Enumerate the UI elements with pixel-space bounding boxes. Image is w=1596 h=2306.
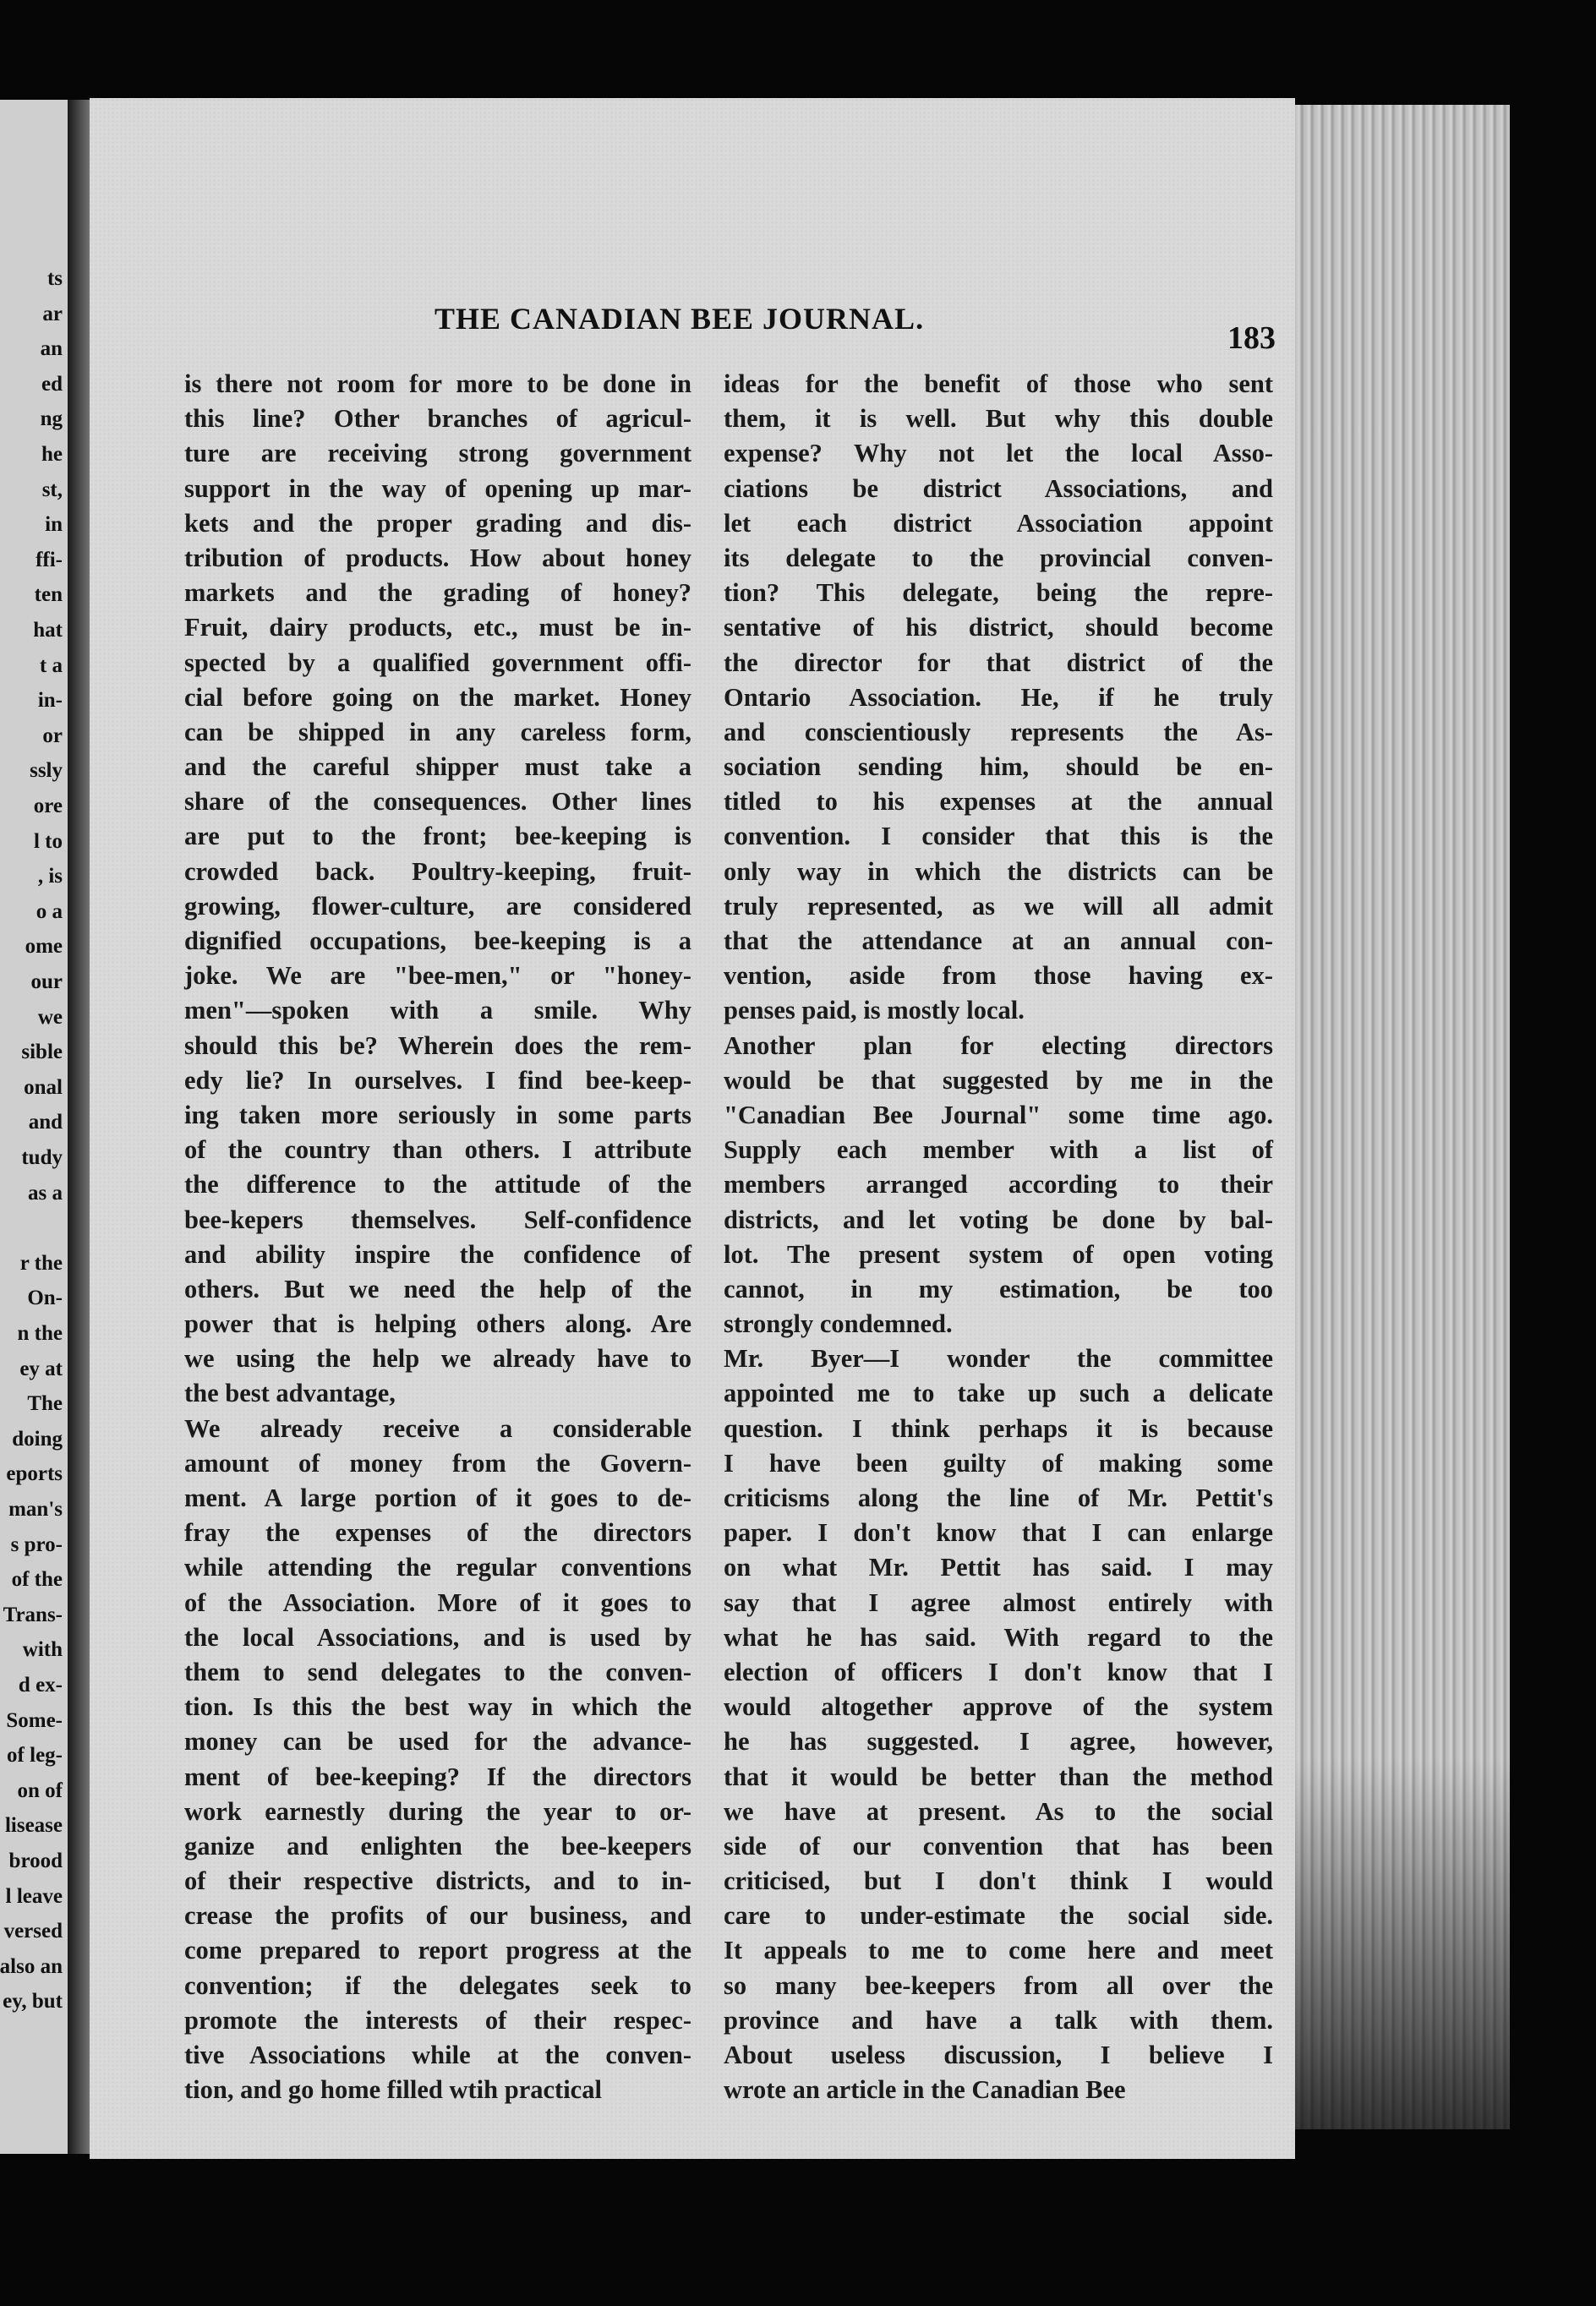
facing-page-text: l to (33, 829, 63, 853)
text-line: sociation sending him, should be en- (724, 752, 1273, 782)
text-line: convention. I consider that this is the (724, 822, 1273, 851)
facing-page-text: versed (3, 1920, 63, 1943)
text-line: markets and the grading of honey? (184, 578, 691, 608)
text-line: of the country than others. I attribute (184, 1135, 691, 1165)
text-line: are put to the front; bee-keeping is (184, 822, 691, 851)
text-line: ing taken more seriously in some parts (184, 1100, 691, 1129)
text-line: ment of bee-keeping? If the directors (184, 1762, 691, 1791)
facing-page-text: on of (17, 1779, 63, 1802)
text-line: spected by a qualified government offi- (184, 648, 691, 677)
facing-page-text: man's (8, 1498, 63, 1521)
text-line: tion? This delegate, being the repre- (724, 578, 1273, 608)
text-line: men"—spoken with a smile. Why (184, 996, 691, 1025)
facing-page-text: onal (24, 1075, 63, 1099)
text-line: tion. Is this the best way in which the (184, 1692, 691, 1722)
text-line: others. But we need the help of the (184, 1274, 691, 1303)
facing-page-text: l leave (5, 1884, 63, 1908)
text-line: should this be? Wherein does the rem- (184, 1030, 691, 1060)
text-line: I have been guilty of making some (724, 1448, 1273, 1478)
text-line: criticisms along the line of Mr. Pettit's (724, 1484, 1273, 1512)
text-line: truly represented, as we will all admit (724, 891, 1273, 921)
facing-page-text: of leg- (7, 1744, 63, 1768)
text-line: edy lie? In ourselves. I find bee-keep- (184, 1065, 691, 1095)
text-line: them, it is well. But why this double (724, 404, 1273, 434)
text-line: cial before going on the market. Honey (184, 682, 691, 712)
text-line: convention; if the delegates seek to (184, 1970, 691, 2000)
facing-page-text: ey, but (3, 1990, 63, 2014)
facing-page-text: we (37, 1005, 63, 1029)
text-line: share of the consequences. Other lines (184, 787, 691, 817)
text-line: ideas for the benefit of those who sent (724, 369, 1273, 398)
text-line: while attending the regular conventions (184, 1553, 691, 1582)
facing-page-text: ey at (19, 1357, 63, 1380)
facing-page-text: t a (39, 653, 63, 677)
text-column-left (184, 367, 691, 2107)
facing-page-text: or (42, 724, 63, 747)
text-line: tion, and go home filled wtih practical (184, 2075, 602, 2105)
text-line: penses paid, is mostly local. (724, 996, 1025, 1025)
text-line: wrote an article in the Canadian Bee (724, 2075, 1126, 2105)
facing-page-fragment (0, 100, 68, 2154)
facing-page-text: r the (19, 1251, 63, 1275)
facing-page-text: ore (33, 795, 63, 817)
text-line: tribution of products. How about honey (184, 543, 691, 572)
text-line: them to send delegates to the conven- (184, 1657, 691, 1686)
facing-page-text: , is (37, 865, 63, 888)
facing-page-text: ng (40, 407, 63, 431)
text-line: lot. The present system of open voting (724, 1239, 1273, 1269)
text-line: and conscientiously represents the As- (724, 717, 1273, 746)
facing-page-text: s pro- (10, 1533, 63, 1556)
text-line: and ability inspire the confidence of (184, 1239, 691, 1269)
facing-page-text: sible (21, 1041, 63, 1064)
text-line: Another plan for electing directors (724, 1030, 1273, 1060)
text-line: so many bee-keepers from all over the (724, 1970, 1273, 2000)
text-line: the difference to the attitude of the (184, 1170, 691, 1199)
text-line: question. I think perhaps it is because (724, 1413, 1273, 1443)
text-line: It appeals to me to come here and meet (724, 1936, 1273, 1965)
text-line: would altogether approve of the system (724, 1692, 1273, 1722)
text-line: kets and the proper grading and dis- (184, 508, 691, 538)
text-line: and the careful shipper must take a (184, 752, 691, 782)
text-line: support in the way of opening up mar- (184, 473, 691, 503)
facing-page-text: d ex- (18, 1674, 63, 1697)
text-line: that the attendance at an annual con- (724, 926, 1273, 955)
text-line: About useless discussion, I believe I (724, 2041, 1273, 2069)
facing-page-text: lisease (4, 1814, 63, 1838)
text-line: joke. We are "bee-men," or "honey- (184, 961, 691, 991)
facing-page-text: ssly (30, 759, 63, 783)
text-line: crowded back. Poultry-keeping, fruit- (184, 856, 691, 886)
facing-page-text: he (41, 443, 63, 466)
text-line: strongly condemned. (724, 1309, 953, 1339)
facing-page-text: o a (36, 899, 63, 923)
facing-page-text: doing (12, 1427, 63, 1451)
text-line: amount of money from the Govern- (184, 1448, 691, 1478)
text-line: Ontario Association. He, if he truly (724, 682, 1273, 712)
facing-page-text: eports (6, 1462, 63, 1486)
text-line: power that is helping others along. Are (184, 1309, 691, 1339)
text-line: Mr. Byer—I wonder the committee (724, 1344, 1273, 1374)
text-line: money can be used for the advance- (184, 1727, 691, 1757)
text-line: ciations be district Associations, and (724, 473, 1273, 503)
text-line: growing, flower-culture, are considered (184, 891, 691, 921)
text-line: Supply each member with a list of (724, 1135, 1273, 1165)
text-line: work earnestly during the year to or- (184, 1796, 691, 1826)
facing-page-text: and (28, 1111, 63, 1134)
text-line: members arranged according to their (724, 1170, 1273, 1199)
text-line: sentative of his district, should become (724, 613, 1273, 642)
text-line: election of officers I don't know that I (724, 1657, 1273, 1686)
text-line: we using the help we already have to (184, 1344, 691, 1374)
text-line: care to under-estimate the social side. (724, 1901, 1273, 1931)
facing-page-text: n the (17, 1322, 63, 1345)
page-number: 183 (1227, 320, 1276, 356)
facing-page-text: ome (25, 935, 63, 959)
text-line: the best advantage, (184, 1379, 396, 1408)
text-line: say that I agree almost entirely with (724, 1587, 1273, 1617)
facing-page-text: st, (41, 478, 63, 501)
facing-page-text: our (30, 970, 63, 993)
facing-page-text: ten (34, 583, 63, 607)
text-line: dignified occupations, bee-keeping is a (184, 926, 691, 955)
text-line: come prepared to report progress at the (184, 1936, 691, 1965)
facing-page-text: in (45, 513, 63, 537)
text-line: tive Associations while at the conven- (184, 2041, 691, 2069)
text-line: fray the expenses of the directors (184, 1518, 691, 1548)
facing-page-text: as a (28, 1181, 63, 1205)
facing-page-text: hat (33, 619, 63, 642)
text-line: cannot, in my estimation, be too (724, 1274, 1273, 1303)
text-line: of the Association. More of it goes to (184, 1587, 691, 1617)
text-line: appointed me to take up such a delicate (724, 1379, 1273, 1408)
text-line: what he has said. With regard to the (724, 1622, 1273, 1652)
text-line: only way in which the districts can be (724, 856, 1273, 886)
text-line: that it would be better than the method (724, 1762, 1273, 1791)
text-line: we have at present. As to the social (724, 1796, 1273, 1826)
text-line: criticised, but I don't think I would (724, 1866, 1273, 1896)
facing-page-text: also an (0, 1954, 63, 1978)
text-line: would be that suggested by me in the (724, 1065, 1273, 1095)
text-column-right (724, 367, 1273, 2107)
text-line: ganize and enlighten the bee-keepers (184, 1831, 691, 1861)
text-line: province and have a talk with them. (724, 2005, 1273, 2035)
facing-page-text: brood (8, 1850, 63, 1872)
journal-page (90, 98, 1295, 2159)
text-line: Fruit, dairy products, etc., must be in- (184, 613, 691, 642)
facing-page-text: ed (41, 372, 63, 396)
facing-page-text: On- (27, 1287, 63, 1310)
facing-page-text: tudy (21, 1146, 63, 1169)
facing-page-text: an (40, 337, 63, 361)
text-line: can be shipped in any careless form, (184, 717, 691, 746)
text-line: he has suggested. I agree, however, (724, 1727, 1273, 1757)
facing-page-text: The (27, 1392, 63, 1416)
facing-page-text: Some- (6, 1708, 63, 1732)
text-line: bee-kepers themselves. Self-confidence (184, 1205, 691, 1234)
facing-page-text: ar (42, 302, 63, 325)
text-line: paper. I don't know that I can enlarge (724, 1518, 1273, 1548)
page-edges (1295, 105, 1510, 2129)
text-line: is there not room for more to be done in (184, 369, 691, 398)
text-line: vention, aside from those having ex- (724, 961, 1273, 991)
text-line: ture are receiving strong government (184, 439, 691, 468)
facing-page-text: with (22, 1638, 63, 1662)
text-line: districts, and let voting be done by bal- (724, 1205, 1273, 1234)
text-line: the director for that district of the (724, 648, 1273, 677)
text-line: on what Mr. Pettit has said. I may (724, 1553, 1273, 1582)
text-line: We already receive a considerable (184, 1413, 691, 1443)
text-line: this line? Other branches of agricul- (184, 404, 691, 434)
text-line: its delegate to the provincial conven- (724, 543, 1273, 572)
text-line: expense? Why not let the local Asso- (724, 439, 1273, 468)
text-line: the local Associations, and is used by (184, 1622, 691, 1652)
facing-page-text: Trans- (3, 1603, 63, 1626)
text-line: let each district Association appoint (724, 508, 1273, 538)
text-line: ment. A large portion of it goes to de- (184, 1484, 691, 1512)
text-line: promote the interests of their respec- (184, 2005, 691, 2035)
book-gutter (68, 100, 91, 2154)
facing-page-text: ts (46, 267, 63, 290)
text-line: crease the profits of our business, and (184, 1901, 691, 1931)
text-line: side of our convention that has been (724, 1831, 1273, 1861)
running-head: THE CANADIAN BEE JOURNAL. (435, 302, 925, 336)
facing-page-text: ffi- (36, 548, 63, 571)
text-line: of their respective districts, and to in- (184, 1866, 691, 1896)
text-line: "Canadian Bee Journal" some time ago. (724, 1100, 1273, 1129)
facing-page-text: in- (37, 689, 63, 713)
facing-page-text: of the (11, 1568, 63, 1592)
text-line: titled to his expenses at the annual (724, 787, 1273, 817)
